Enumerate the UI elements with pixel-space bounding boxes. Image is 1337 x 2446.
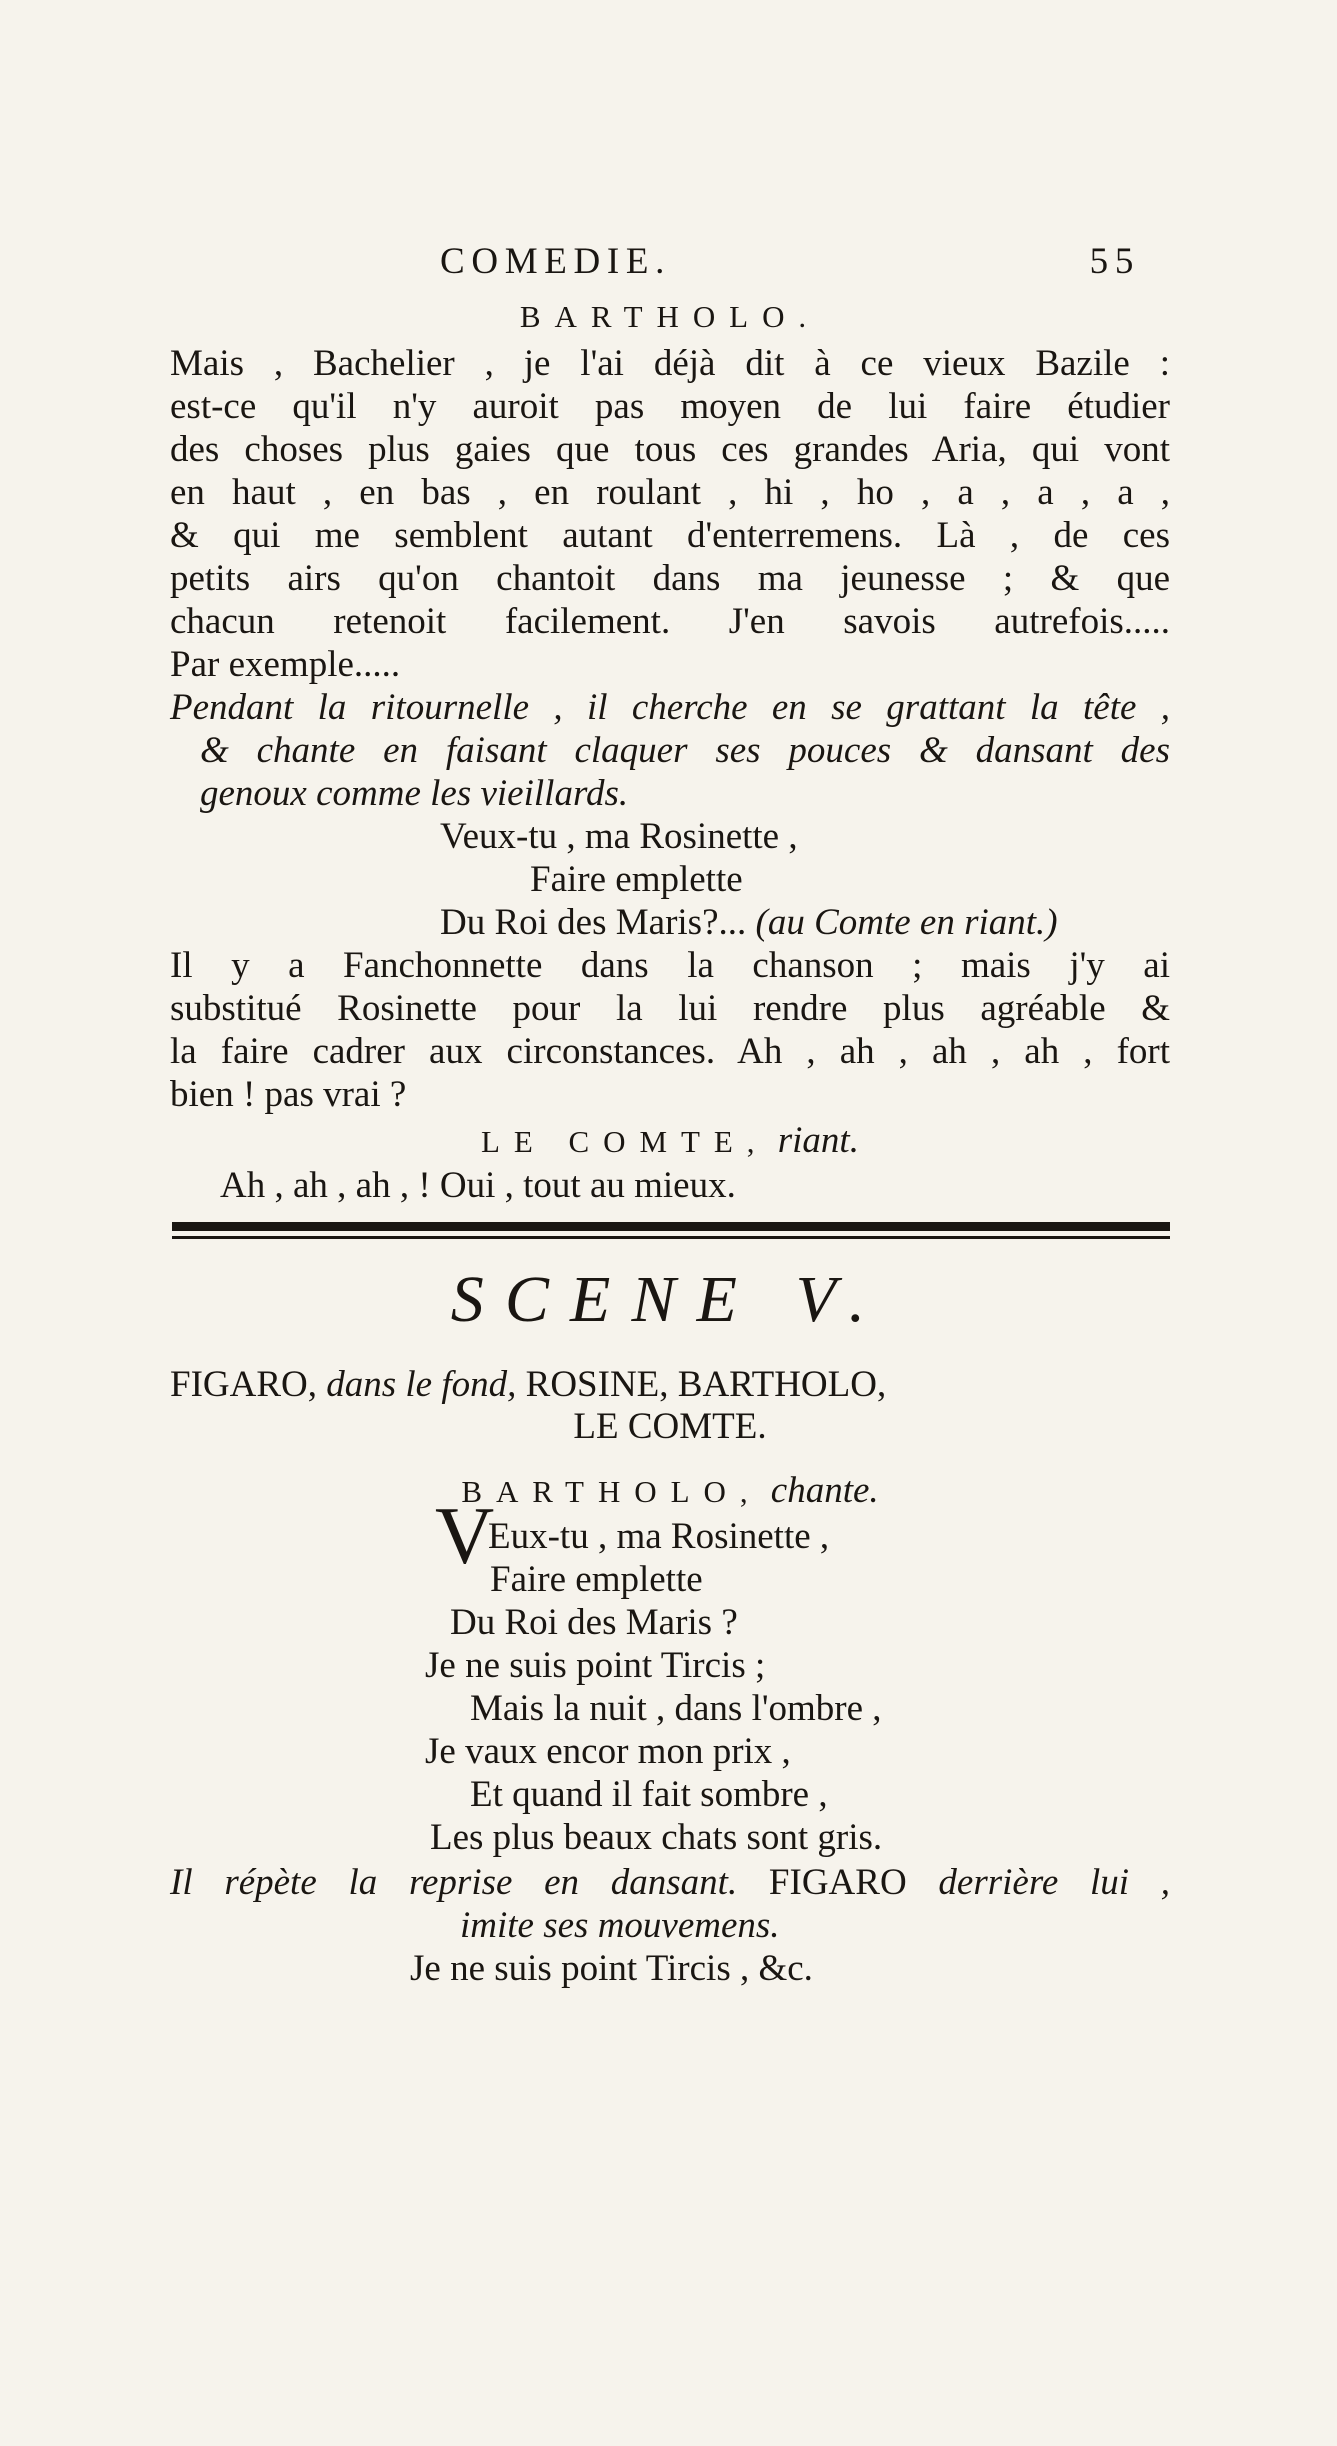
thin-rule	[172, 1236, 1170, 1239]
scene-title: SCENE V.	[450, 1263, 887, 1336]
text-line: des choses plus gaies que tous ces grandes Aria, qui vont	[170, 429, 1170, 470]
thick-rule	[172, 1222, 1170, 1231]
character-names: ROSINE, BARTHOLO,	[525, 1364, 887, 1405]
text-line: & qui me semblent autant d'enterremens. Là , de ces	[170, 515, 1170, 556]
stage-direction-line: & chante en faisant claquer ses pouces & dansant des	[200, 730, 1170, 771]
song-line: Les plus beaux chats sont gris.	[430, 1817, 883, 1858]
song-line-with-direction	[440, 902, 1170, 944]
song-line: Faire emplette	[530, 859, 743, 900]
song-line: Je vaux encor mon prix ,	[425, 1731, 791, 1772]
song-line: Et quand il fait sombre ,	[470, 1774, 828, 1815]
speaker-name: LE COMTE,	[481, 1124, 769, 1159]
speaker-heading: BARTHOLO.	[519, 299, 821, 334]
drop-cap: V	[435, 1490, 495, 1581]
text-line: est-ce qu'il n'y auroit pas moyen de lui faire étudier	[170, 386, 1170, 427]
speaker-name: BARTHOLO,	[461, 1474, 762, 1509]
song-line: Eux-tu , ma Rosinette ,	[488, 1516, 830, 1557]
song-line: Du Roi des Maris ?	[450, 1602, 738, 1643]
song-line: Veux-tu , ma Rosinette ,	[440, 816, 798, 857]
speaker-heading	[170, 1120, 1170, 1163]
stage-direction: Il répète la reprise en dansant.	[170, 1862, 738, 1903]
stage-direction: (au Comte en riant.)	[755, 902, 1058, 943]
characters-line: LE COMTE.	[573, 1406, 767, 1447]
stage-direction-line: Pendant la ritournelle , il cherche en se grattant la tête ,	[170, 687, 1170, 728]
text-line: petits airs qu'on chantoit dans ma jeunesse ; & que	[170, 558, 1170, 599]
text-line: Je ne suis point Tircis , &c.	[410, 1948, 813, 1989]
song-line: Mais la nuit , dans l'ombre ,	[470, 1688, 882, 1729]
text-line: Il y a Fanchonnette dans la chanson ; mais j'y ai	[170, 945, 1170, 986]
stage-direction-line: imite ses mouvemens.	[460, 1905, 780, 1946]
text-line: la faire cadrer aux circonstances. Ah , ah , ah , ah , fort	[170, 1031, 1170, 1072]
characters-line	[170, 1364, 1170, 1406]
stage-direction: derrière lui ,	[938, 1862, 1170, 1903]
stage-direction-line: genoux comme les vieillards.	[200, 773, 629, 814]
text-line: Par exemple.....	[170, 644, 401, 685]
speaker-direction: chante.	[770, 1470, 879, 1511]
song-line: Je ne suis point Tircis ;	[425, 1645, 766, 1686]
character-name: FIGARO,	[170, 1364, 317, 1405]
song-line: Faire emplette	[490, 1559, 703, 1600]
text-line: en haut , en bas , en roulant , hi , ho , a , a , a ,	[170, 472, 1170, 513]
stage-direction: dans le fond,	[326, 1364, 517, 1405]
speaker-direction: riant.	[777, 1120, 859, 1161]
page-number: 55	[1089, 241, 1140, 282]
text-line: bien ! pas vrai ?	[170, 1074, 407, 1115]
running-header	[440, 240, 1140, 283]
speaker-heading	[170, 1470, 1170, 1513]
text-line: Ah , ah , ah , ! Oui , tout au mieux.	[220, 1165, 736, 1206]
text-line: chacun retenoit facilement. J'en savois autrefois.....	[170, 601, 1170, 642]
song-line: Du Roi des Maris?...	[440, 902, 747, 943]
stage-direction-line	[170, 1862, 1170, 1904]
text-line: Mais , Bachelier , je l'ai déjà dit à ce vieux Bazile :	[170, 343, 1170, 384]
character-name: FIGARO	[768, 1862, 907, 1903]
text-line: substitué Rosinette pour la lui rendre plus agréable &	[170, 988, 1170, 1029]
running-title: COMEDIE.	[440, 241, 672, 282]
